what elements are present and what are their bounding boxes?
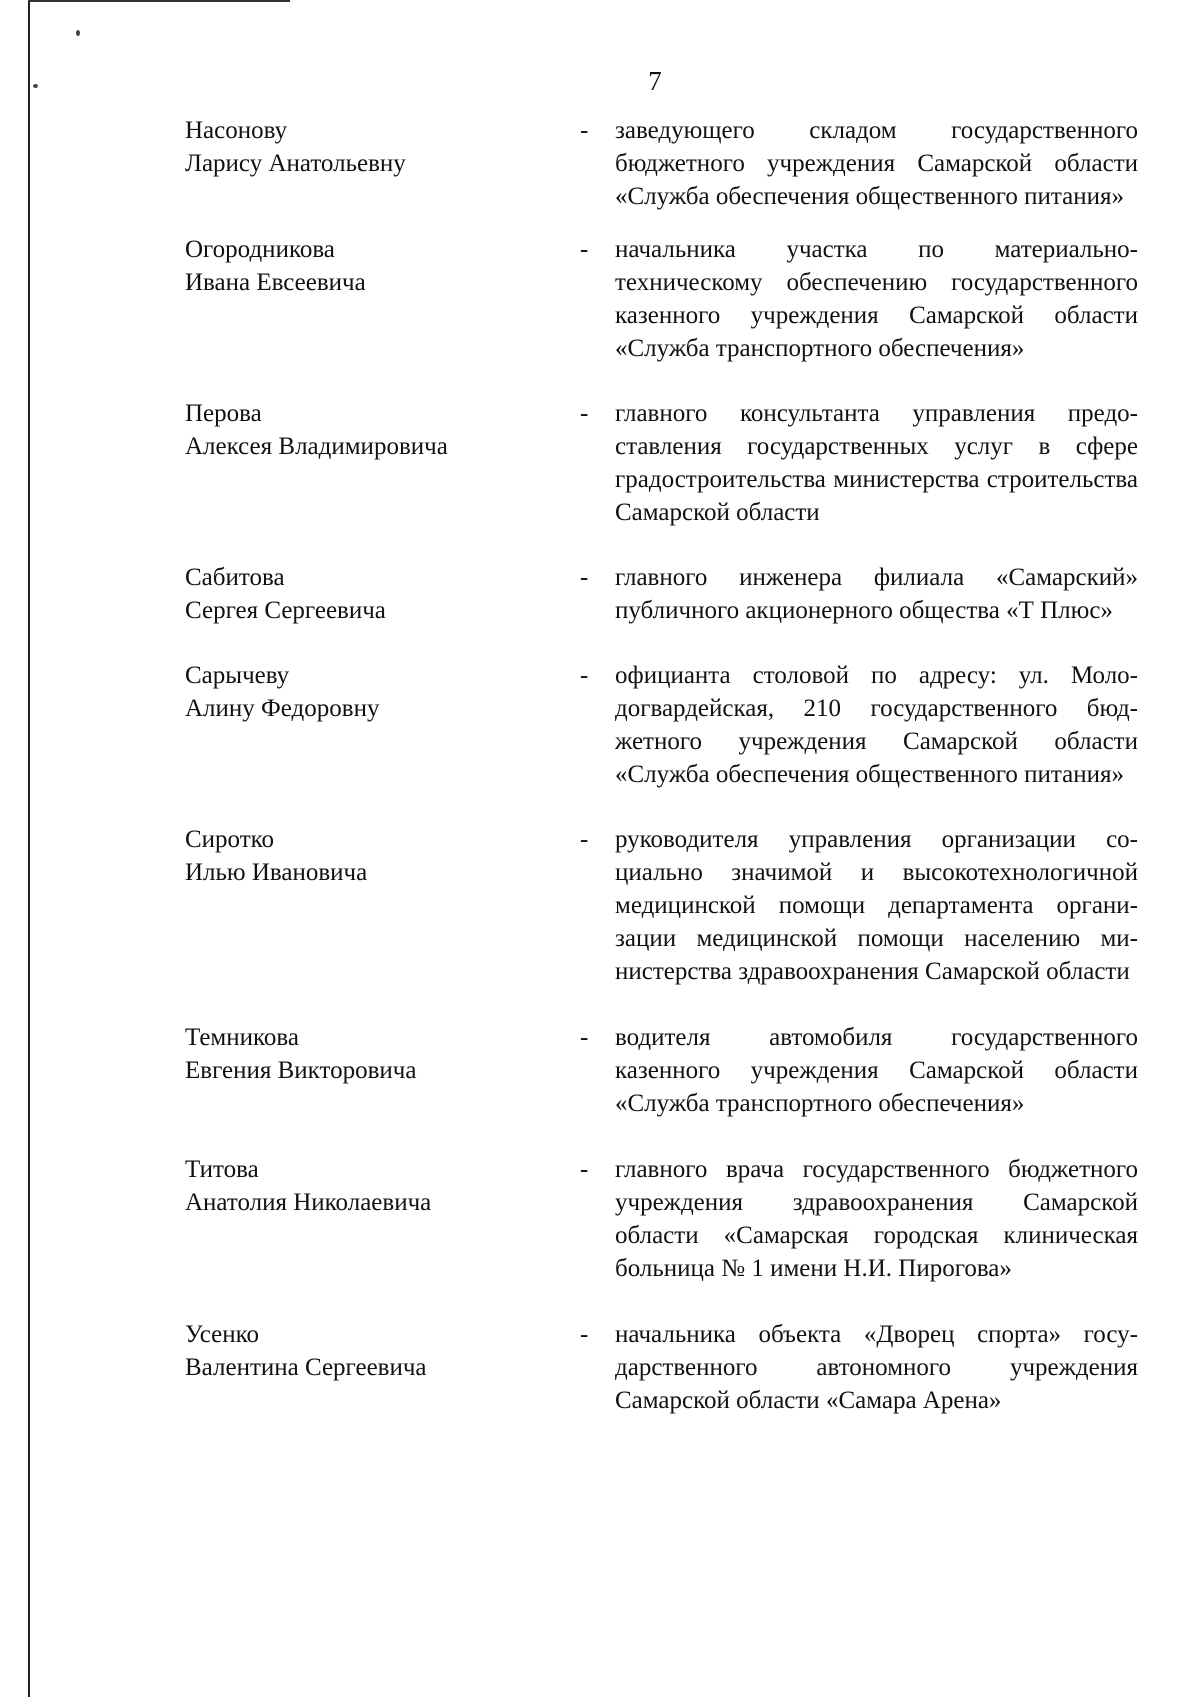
- list-item: [185, 1021, 1145, 1120]
- person-name: [185, 823, 580, 988]
- scan-speck: [76, 30, 80, 36]
- person-name: [185, 561, 580, 627]
- surname: Темникова: [185, 1024, 299, 1051]
- position-description: официанта столовой по адресу: ул. Молодогвардейская, 210 государственного бюджетного учреждения Самарской области «Служба обеспечения общественного питания»: [615, 662, 1138, 788]
- surname: Сарычеву: [185, 662, 290, 689]
- position-description: главного консультанта управления предоставления государственных услуг в сфере градостроительства министерства строительства Самарской области: [615, 400, 1138, 526]
- list-item: [185, 233, 1145, 365]
- list-item: [185, 659, 1145, 791]
- dash-separator: -: [580, 1024, 589, 1051]
- given-names: Анатолия Николаевича: [185, 1189, 432, 1216]
- person-name: [185, 114, 580, 213]
- surname: Титова: [185, 1156, 259, 1183]
- person-name: [185, 1153, 580, 1285]
- dash-separator: -: [580, 400, 589, 427]
- surname: Огородникова: [185, 236, 335, 263]
- list-item: [185, 397, 1145, 529]
- surname: Сиротко: [185, 826, 275, 853]
- person-name: [185, 1318, 580, 1417]
- position-description: заведующего складом государственного бюджетного учреждения Самарской области «Служба обеспечения общественного питания»: [615, 117, 1138, 210]
- position-description: руководителя управления организации социально значимой и высокотехнологичной медицинской помощи департамента организации медицинской помощи населению министерства здравоохранения Самарской области: [615, 826, 1138, 985]
- list-item: [185, 561, 1145, 627]
- surname: Перова: [185, 400, 262, 427]
- given-names: Евгения Викторовича: [185, 1057, 417, 1084]
- scan-top-border: [28, 0, 290, 2]
- person-name: [185, 397, 580, 529]
- person-name: [185, 1021, 580, 1120]
- position-description: главного врача государственного бюджетного учреждения здравоохранения Самарской области «Самарская городская клиническая больница № 1 имени Н.И. Пирогова»: [615, 1156, 1138, 1282]
- list-item: [185, 114, 1145, 213]
- person-name: [185, 659, 580, 791]
- list-item: [185, 1153, 1145, 1285]
- dash-separator: -: [580, 826, 589, 853]
- given-names: Ивана Евсеевича: [185, 269, 366, 296]
- position-description: главного инженера филиала «Самарский» публичного акционерного общества «Т Плюс»: [615, 564, 1138, 624]
- list-item: [185, 823, 1145, 988]
- surname: Насонову: [185, 117, 288, 144]
- dash-separator: -: [580, 1321, 589, 1348]
- dash-separator: -: [580, 236, 589, 263]
- page-number: 7: [648, 66, 662, 96]
- given-names: Алину Федоровну: [185, 695, 380, 722]
- given-names: Ларису Анатольевну: [185, 150, 406, 177]
- scan-left-border: [28, 0, 30, 1697]
- dash-separator: -: [580, 662, 589, 689]
- given-names: Валентина Сергеевича: [185, 1354, 427, 1381]
- dash-separator: -: [580, 564, 589, 591]
- position-description: начальника объекта «Дворец спорта» государственного автономного учреждения Самарской области «Самара Арена»: [615, 1321, 1138, 1414]
- surname: Сабитова: [185, 564, 285, 591]
- dash-separator: -: [580, 1156, 589, 1183]
- dash-separator: -: [580, 117, 589, 144]
- given-names: Сергея Сергеевича: [185, 597, 386, 624]
- list-item: [185, 1318, 1145, 1417]
- position-description: водителя автомобиля государственного казенного учреждения Самарской области «Служба транспортного обеспечения»: [615, 1024, 1138, 1117]
- surname: Усенко: [185, 1321, 259, 1348]
- appointee-list: [185, 114, 1145, 1417]
- person-name: [185, 233, 580, 365]
- position-description: начальника участка по материально-техническому обеспечению государственного казенного учреждения Самарской области «Служба транспортного обеспечения»: [615, 236, 1138, 362]
- given-names: Илью Ивановича: [185, 859, 368, 886]
- given-names: Алексея Владимировича: [185, 433, 448, 460]
